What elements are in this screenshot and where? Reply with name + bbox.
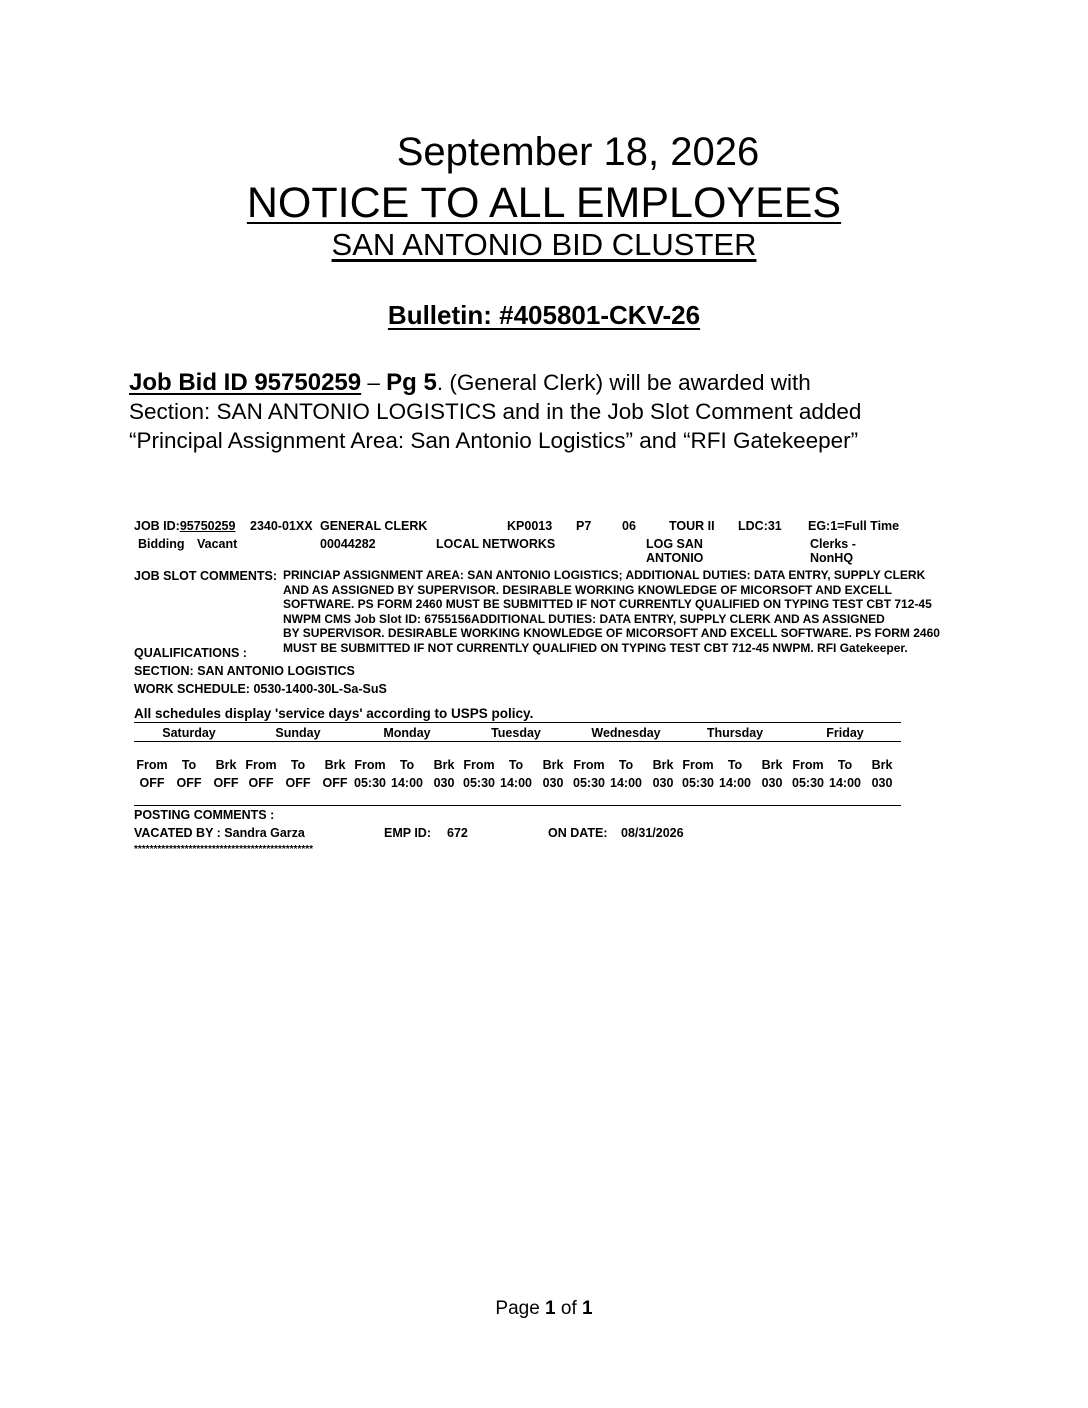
networks: LOCAL NETWORKS xyxy=(436,537,556,551)
schedule-col-header: From xyxy=(573,758,605,772)
schedule-day-wednesday: Wednesday xyxy=(591,726,661,740)
separator-stars: ********************************************** xyxy=(134,844,314,855)
schedule-cell: 05:30 xyxy=(573,776,605,790)
page-total: 1 xyxy=(582,1298,593,1319)
employment-group: EG:1=Full Time xyxy=(808,519,900,533)
schedule-bottom-rule xyxy=(134,805,901,806)
schedule-col-header: Brk xyxy=(761,758,783,772)
finance-number: 00044282 xyxy=(320,537,376,551)
slot-line: AND AS ASSIGNED BY SUPERVISOR. DESIRABLE WORKING KNOWLEDGE OF MICORSOFT AND EXCELL xyxy=(283,582,892,597)
schedule-col-header: To xyxy=(508,758,524,772)
schedule-header-rule xyxy=(134,741,901,742)
qualifications-label: QUALIFICATIONS : xyxy=(134,646,247,660)
schedule-col-header: To xyxy=(837,758,853,772)
schedule-cell: 14:00 xyxy=(500,776,532,790)
on-date-label: ON DATE: xyxy=(548,826,608,840)
schedule-col-header: To xyxy=(290,758,306,772)
tour: TOUR II xyxy=(669,519,715,533)
intro-line-3: “Principal Assignment Area: San Antonio Logistics” and “RFI Gatekeeper” xyxy=(129,428,859,453)
schedule-cell: 14:00 xyxy=(391,776,423,790)
location-line-2: ANTONIO xyxy=(646,551,704,565)
vacated-by: VACATED BY : Sandra Garza xyxy=(134,826,305,840)
notice-title-text: NOTICE TO ALL EMPLOYEES xyxy=(246,179,842,227)
section: SECTION: SAN ANTONIO LOGISTICS xyxy=(134,664,355,678)
intro-line-1 xyxy=(129,368,1009,397)
schedule-cell: 05:30 xyxy=(354,776,386,790)
bulletin-number xyxy=(0,298,1088,332)
craft-line-1: Clerks - xyxy=(810,537,856,551)
schedule-cell: OFF xyxy=(139,776,165,790)
notice-date: September 18, 2026 xyxy=(396,130,760,174)
kp-code: KP0013 xyxy=(507,519,553,533)
schedule-policy-note: All schedules display 'service days' according to USPS policy. xyxy=(134,706,534,721)
schedule-col-header: To xyxy=(181,758,197,772)
schedule-cell: 030 xyxy=(871,776,893,790)
schedule-cell: 14:00 xyxy=(829,776,861,790)
job-slot-comments xyxy=(283,568,940,656)
slot-line: MUST BE SUBMITTED IF NOT CURRENTLY QUALIFIED ON TYPING TEST CBT 712-45 NWPM. RFI Gatekeeper. xyxy=(283,640,908,655)
schedule-col-header: From xyxy=(354,758,386,772)
craft-line-2: NonHQ xyxy=(810,551,854,565)
schedule-cell: OFF xyxy=(213,776,239,790)
bidding-status: Bidding xyxy=(138,537,185,551)
schedule-col-header: To xyxy=(727,758,743,772)
intro-line-2: Section: SAN ANTONIO LOGISTICS and in the Job Slot Comment added xyxy=(129,399,862,424)
job-id-label: JOB ID: xyxy=(134,519,180,533)
location-line-1: LOG SAN xyxy=(646,537,703,551)
page-word: Page xyxy=(495,1298,546,1319)
bulletin-number-text: Bulletin: #405801-CKV-26 xyxy=(387,300,701,330)
schedule-col-header: To xyxy=(618,758,634,772)
schedule-cell: OFF xyxy=(285,776,311,790)
ldc: LDC:31 xyxy=(738,519,782,533)
page-footer xyxy=(0,1298,1088,1320)
job-title: GENERAL CLERK xyxy=(320,519,428,533)
pay-level: P7 xyxy=(576,519,592,533)
vacant-status: Vacant xyxy=(197,537,238,551)
schedule-cell: 030 xyxy=(652,776,674,790)
job-id-field xyxy=(134,519,235,534)
schedule-col-header: Brk xyxy=(433,758,455,772)
page-number: 1 xyxy=(545,1298,556,1319)
slot-line: SOFTWARE. PS FORM 2460 MUST BE SUBMITTED IF NOT CURRENTLY QUALIFIED ON TYPING TEST CBT 712-45 xyxy=(283,597,932,612)
emp-id-label: EMP ID: xyxy=(384,826,431,840)
schedule-col-header: From xyxy=(136,758,168,772)
intro-dash: – xyxy=(361,370,387,395)
bid-cluster-text: SAN ANTONIO BID CLUSTER xyxy=(331,227,757,262)
notice-title xyxy=(0,178,1088,228)
schedule-day-thursday: Thursday xyxy=(706,726,764,740)
emp-id-value: 672 xyxy=(447,826,468,840)
schedule-top-rule xyxy=(134,722,901,723)
bid-cluster xyxy=(0,226,1088,264)
intro-paragraph xyxy=(129,368,1009,455)
job-id-value: 95750259 xyxy=(179,519,236,533)
schedule-col-header: Brk xyxy=(652,758,674,772)
schedule-col-header: From xyxy=(682,758,714,772)
slot-line: BY SUPERVISOR. DESIRABLE WORKING KNOWLEDGE OF MICORSOFT AND EXCELL SOFTWARE. PS FORM 2460 xyxy=(283,626,940,641)
work-schedule: WORK SCHEDULE: 0530-1400-30L-Sa-SuS xyxy=(134,682,387,696)
schedule-cell: 05:30 xyxy=(792,776,824,790)
intro-line-1-rest: . (General Clerk) will be awarded with xyxy=(436,370,811,395)
schedule-cell: 030 xyxy=(433,776,455,790)
schedule-cell: OFF xyxy=(322,776,348,790)
schedule-day-monday: Monday xyxy=(383,726,431,740)
schedule-col-header: Brk xyxy=(542,758,564,772)
schedule-cell: OFF xyxy=(176,776,202,790)
step-number: 06 xyxy=(622,519,636,533)
job-slot-comments-label: JOB SLOT COMMENTS: xyxy=(134,569,278,583)
schedule-cell: 14:00 xyxy=(610,776,642,790)
schedule-col-header: From xyxy=(792,758,824,772)
schedule-col-header: Brk xyxy=(324,758,346,772)
on-date-value: 08/31/2026 xyxy=(621,826,684,840)
schedule-cell: 05:30 xyxy=(682,776,714,790)
schedule-col-header: Brk xyxy=(215,758,237,772)
schedule-col-header: From xyxy=(245,758,277,772)
schedule-col-header: From xyxy=(463,758,495,772)
page-ref: Pg 5 xyxy=(386,369,437,396)
schedule-day-sunday: Sunday xyxy=(275,726,321,740)
occupation-code: 2340-01XX xyxy=(250,519,313,533)
slot-line: NWPM CMS Job Slot ID: 6755156ADDITIONAL DUTIES: DATA ENTRY, SUPPLY CLERK AND AS ASSIGNED xyxy=(283,611,885,626)
schedule-cell: 05:30 xyxy=(463,776,495,790)
schedule-col-header: Brk xyxy=(871,758,893,772)
schedule-day-tuesday: Tuesday xyxy=(491,726,541,740)
job-bid-id: Job Bid ID 95750259 xyxy=(129,369,362,396)
schedule-cell: 030 xyxy=(761,776,783,790)
schedule-cell: 030 xyxy=(542,776,564,790)
schedule-col-header: To xyxy=(399,758,415,772)
slot-line: PRINCIAP ASSIGNMENT AREA: SAN ANTONIO LOGISTICS; ADDITIONAL DUTIES: DATA ENTRY, SUPPLY CLERK xyxy=(283,568,926,582)
of-word: of xyxy=(555,1298,583,1319)
schedule-day-saturday: Saturday xyxy=(162,726,216,740)
schedule-day-friday: Friday xyxy=(826,726,864,740)
schedule-cell: OFF xyxy=(248,776,274,790)
posting-comments-label: POSTING COMMENTS : xyxy=(134,808,275,822)
schedule-cell: 14:00 xyxy=(719,776,751,790)
